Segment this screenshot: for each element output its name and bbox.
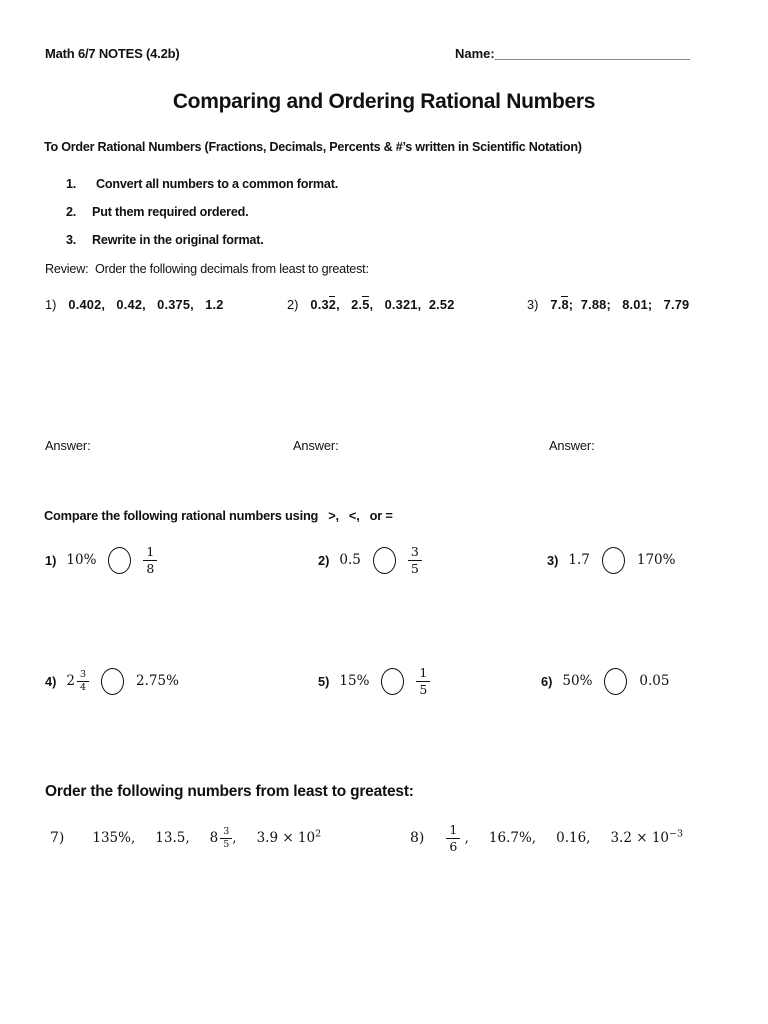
answer-label-1: Answer: (45, 438, 91, 453)
number-item (489, 830, 536, 846)
step-number: 2. (66, 205, 77, 219)
left-value: 0.5 (339, 552, 361, 568)
fraction-numerator: 3 (408, 545, 422, 560)
comparison-answer-circle (101, 668, 124, 695)
fraction-denominator: 5 (223, 838, 230, 850)
problem-values (68, 297, 223, 312)
answer-label-2: Answer: (293, 438, 339, 453)
compare-problem-3 (547, 538, 675, 582)
sci-base: 3.2 × 10 (610, 830, 670, 846)
review-problem-2 (287, 297, 455, 312)
number-item (155, 830, 189, 846)
fraction (416, 666, 430, 695)
problem-number: 8) (410, 830, 425, 846)
whole-number: 2 (66, 673, 75, 689)
left-value: 1.7 (568, 552, 590, 568)
fraction-denominator: 6 (449, 838, 458, 854)
problem-number: 2) (318, 552, 330, 568)
fraction-numerator: 3 (77, 670, 89, 682)
course-label: Math 6/7 NOTES (4.2b) (45, 46, 180, 61)
number-item (446, 823, 469, 852)
comparison-answer-circle (381, 668, 404, 695)
compare-problem-4 (45, 659, 179, 703)
review-problem-3 (527, 297, 689, 312)
compare-heading: Compare the following rational numbers using >, <, or = (44, 508, 393, 523)
left-value: 50% (562, 673, 593, 689)
number-item (257, 830, 322, 846)
left-value (66, 670, 89, 693)
fraction-numerator: 1 (446, 823, 460, 838)
whole-number: 8 (209, 830, 219, 846)
order-heading: Order the following numbers from least to greatest: (45, 783, 414, 800)
problem-values (550, 297, 689, 312)
value: 16.7%, (488, 830, 537, 846)
digits: , 2. (336, 297, 363, 312)
sci-exponent: −3 (669, 828, 684, 840)
suffix: , (460, 830, 469, 846)
comparison-answer-circle (373, 547, 396, 574)
digits: 0.402, 0.42, 0.375, 1.2 (68, 297, 224, 312)
compare-problem-2 (318, 538, 422, 582)
right-value: 0.05 (639, 673, 670, 689)
scientific-notation (257, 830, 322, 846)
number-item (556, 830, 590, 846)
step-text: Rewrite in the original format. (92, 233, 264, 247)
number-item (610, 830, 683, 846)
right-value: 2.75% (136, 673, 179, 689)
step-number: 1. (66, 177, 77, 191)
step-1 (66, 177, 338, 191)
digits: 0.3 (310, 297, 329, 312)
step-3 (66, 233, 264, 247)
fraction-denominator: 4 (79, 681, 87, 693)
fraction-denominator: 5 (419, 681, 428, 697)
problem-values (310, 297, 454, 312)
name-label: Name: (455, 46, 495, 61)
page-title: Comparing and Ordering Rational Numbers (172, 90, 596, 113)
compare-problem-6 (541, 659, 669, 703)
fraction-value (446, 822, 469, 854)
repeating-digit: 8 (561, 297, 569, 312)
left-value: 15% (339, 673, 370, 689)
value: 135%, (92, 830, 136, 846)
answer-label-3: Answer: (549, 438, 595, 453)
digits: , 0.321, 2.52 (369, 297, 455, 312)
fraction (77, 670, 89, 693)
right-value (416, 666, 430, 695)
fraction-numerator: 3 (220, 827, 232, 839)
compare-problem-1 (45, 538, 157, 582)
comparison-answer-circle (604, 668, 627, 695)
left-value: 10% (66, 552, 97, 568)
fraction-numerator: 1 (143, 545, 157, 560)
sci-base: 3.9 × 10 (256, 830, 316, 846)
problem-number: 1) (45, 552, 57, 568)
value: 0.16, (556, 830, 591, 846)
mixed-number (210, 827, 237, 850)
repeating-digit: 2 (328, 297, 337, 312)
value: 13.5, (155, 830, 190, 846)
order-problem-7 (50, 816, 341, 860)
step-2 (66, 205, 248, 219)
intro-heading: To Order Rational Numbers (Fractions, Decimals, Percents & #’s written in Scientific Notation) (44, 140, 582, 154)
problem-number: 6) (541, 673, 553, 689)
right-value (408, 545, 422, 574)
suffix: , (232, 830, 237, 846)
fraction-denominator: 8 (146, 560, 155, 576)
order-problem-8 (410, 816, 703, 860)
right-value (143, 545, 157, 574)
fraction (408, 545, 422, 574)
problem-number: 4) (45, 673, 57, 689)
fraction (446, 823, 460, 852)
name-field (455, 46, 690, 61)
review-prompt: Review: Order the following decimals from least to greatest: (45, 262, 369, 276)
repeating-digit: 5 (362, 297, 370, 312)
right-value: 170% (636, 552, 676, 568)
problem-number: 5) (318, 673, 330, 689)
digits: 7. (550, 297, 562, 312)
problem-number: 3) (527, 297, 539, 312)
fraction (220, 827, 232, 850)
problem-number: 7) (50, 830, 65, 846)
step-number: 3. (66, 233, 77, 247)
review-problem-1 (45, 297, 224, 312)
compare-problem-5 (318, 659, 430, 703)
problem-number: 2) (287, 297, 299, 312)
digits: ; 7.88; 8.01; 7.79 (568, 297, 690, 312)
comparison-answer-circle (602, 547, 625, 574)
fraction-numerator: 1 (416, 666, 430, 681)
problem-number: 3) (547, 552, 559, 568)
step-text: Convert all numbers to a common format. (96, 177, 339, 191)
fraction-denominator: 5 (410, 560, 419, 576)
sci-exponent: 2 (315, 828, 322, 840)
number-item (92, 830, 135, 846)
problem-number: 1) (45, 297, 57, 312)
name-blank-line: ___________________________ (494, 46, 690, 61)
comparison-answer-circle (108, 547, 131, 574)
scientific-notation (610, 830, 683, 846)
number-item (210, 827, 237, 850)
fraction (143, 545, 157, 574)
step-text: Put them required ordered. (92, 205, 249, 219)
